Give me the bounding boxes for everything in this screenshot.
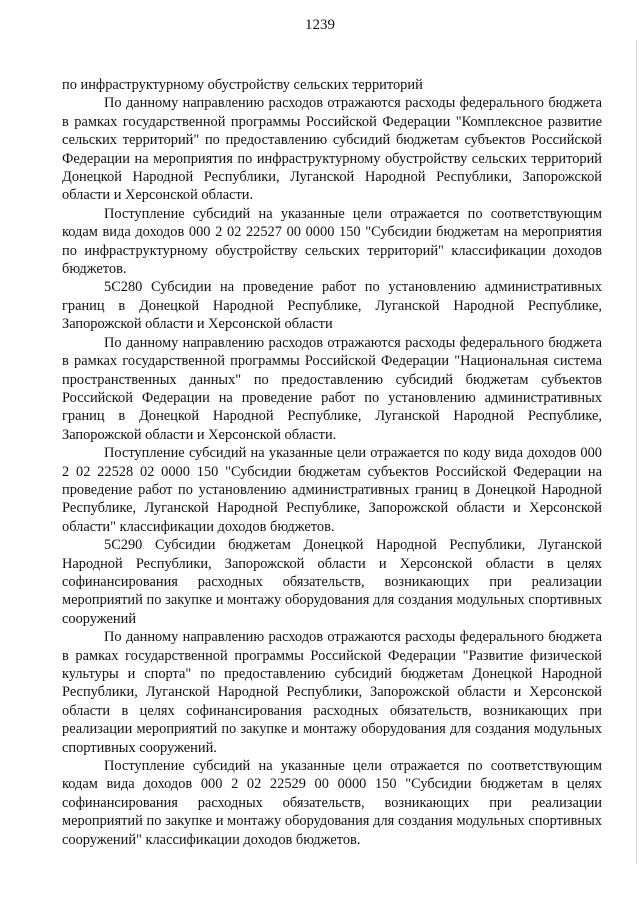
section-heading: 5С290 Субсидии бюджетам Донецкой Народной Республики, Луганской Народной Республики, Запорожской области и Херсонской области в целях софинансирования расходных обязательств, возникающих при реализации мероприятий по закупке и монтажу оборудования для создания модульных спортивных сооружений [62, 537, 602, 627]
page-edge-shadow [636, 40, 637, 864]
paragraph: Поступление субсидий на указанные цели отражается по соответствующим кодам вида доходов 000 2 02 22527 00 0000 150 "Субсидии бюджетам на мероприятия по инфраструктурному обустройству сельских территорий" классификации доходов бюджетов. [62, 205, 602, 278]
paragraph: По данному направлению расходов отражаются расходы федерального бюджета в рамках государственной программы Российской Федерации "Развитие физической культуры и спорта" по предоставлению субсидий бюджетам Донецкой Народной Республики, Луганской Народной Республики, Запорожской области и Херсонской области в целях софинансирования расходных обязательств, возникающих при реализации мероприятий по закупке и монтажу оборудования для создания модульных спортивных сооружений. [62, 629, 602, 756]
document-body [62, 76, 602, 849]
paragraph: Поступление субсидий на указанные цели отражается по соответствующим кодам вида доходов 000 2 02 22529 00 0000 150 "Субсидии бюджетам в целях софинансирования расходных обязательств, возникающих при реализации мероприятий по закупке и монтажу оборудования для создания модульных спортивных сооружений" классификации доходов бюджетов. [62, 758, 602, 848]
paragraph: По данному направлению расходов отражаются расходы федерального бюджета в рамках государственной программы Российской Федерации "Национальная система пространственных данных" по предоставлению субсидий бюджетам субъектов Российской Федерации на проведение работ по установлению административных границ в Донецкой Народной Республике, Луганской Народной Республике, Запорожской области и Херсонской области. [62, 334, 602, 443]
paragraph: По данному направлению расходов отражаются расходы федерального бюджета в рамках государственной программы Российской Федерации "Комплексное развитие сельских территорий" по предоставлению субсидий бюджетам субъектов Российской Федерации на мероприятия по инфраструктурному обустройству сельских территорий Донецкой Народной Республики, Луганской Народной Республики, Запорожской области и Херсонской области. [62, 95, 602, 204]
paragraph: Поступление субсидий на указанные цели отражается по коду вида доходов 000 2 02 22528 02 0000 150 "Субсидии бюджетам субъектов Российской Федерации на проведение работ по установлению административных границ в Донецкой Народной Республике, Луганской Народной Республике, Запорожской области и Херсонской области" классификации доходов бюджетов. [62, 445, 602, 535]
paragraph: по инфраструктурному обустройству сельских территорий [62, 77, 423, 93]
section-heading: 5С280 Субсидии на проведение работ по установлению административных границ в Донецкой Народной Республике, Луганской Народной Республике, Запорожской области и Херсонской области [62, 279, 602, 333]
page-number: 1239 [305, 17, 335, 33]
